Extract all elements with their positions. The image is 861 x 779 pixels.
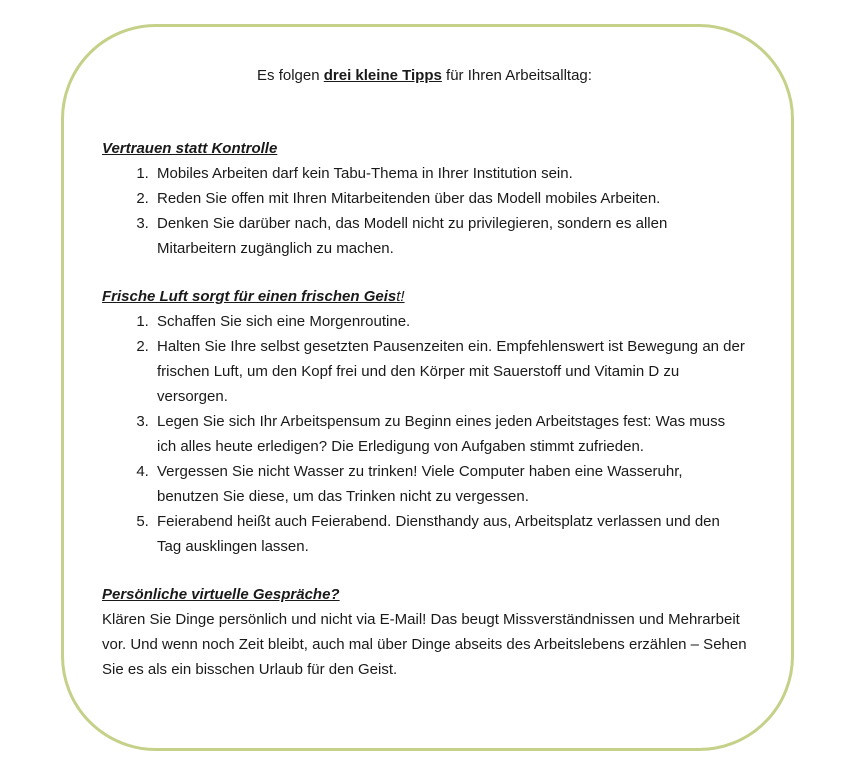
section-heading: Vertrauen statt Kontrolle [102,140,278,157]
list-item: 3. Denken Sie darüber nach, das Modell nicht zu privilegieren, sondern es allen Mitarbeitern zugänglich zu machen. [153,211,747,261]
intro-suffix: für Ihren Arbeitsalltag: [441,67,592,84]
section-paragraph: Klären Sie Dinge persönlich und nicht via E-Mail! Das beugt Missverständnissen und Mehrarbeit vor. Und wenn noch Zeit bleibt, auch mal über Dinge abseits des Arbeitslebens erzählen – Sehen Sie es als ein bisschen Urlaub für den Geist. [102,611,747,678]
section-heading: Persönliche virtuelle Gespräche? [102,586,340,603]
list-item: 4. Vergessen Sie nicht Wasser zu trinken! Viele Computer haben eine Wasseruhr, benutzen Sie diese, um das Trinken nicht zu vergessen. [153,459,747,509]
list-item: 3. Legen Sie sich Ihr Arbeitspensum zu Beginn eines jeden Arbeitstages fest: Was muss ich alles heute erledigen? Die Erledigung von Aufgaben stimmt zufrieden. [153,409,747,459]
list-item: 1. Schaffen Sie sich eine Morgenroutine. [153,309,747,334]
section-persoenliche-virtuelle-gespraeche [102,582,747,682]
document-content [64,27,791,682]
heading-bold-part: Frische Luft sorgt für einen frischen Geis [102,288,397,305]
intro-line [102,63,747,88]
list-item: 1. Mobiles Arbeiten darf kein Tabu-Thema in Ihrer Institution sein. [153,161,747,186]
section-heading [102,284,747,309]
heading-tail-part: t! [396,288,405,305]
list-item: 5. Feierabend heißt auch Feierabend. Diensthandy aus, Arbeitsplatz verlassen und den Tag ausklingen lassen. [153,509,747,559]
tips-list [102,161,747,261]
intro-emphasis: drei kleine Tipps [323,67,442,84]
section-frische-luft [102,284,747,559]
tips-list [102,309,747,559]
section-vertrauen-statt-kontrolle [102,136,747,261]
rounded-frame [61,24,794,751]
list-item: 2. Halten Sie Ihre selbst gesetzten Pausenzeiten ein. Empfehlenswert ist Bewegung an der frischen Luft, um den Kopf frei und den Körper mit Sauerstoff und Vitamin D zu versorgen. [153,334,747,409]
list-item: 2. Reden Sie offen mit Ihren Mitarbeitenden über das Modell mobiles Arbeiten. [153,186,747,211]
intro-prefix: Es folgen [257,67,324,84]
